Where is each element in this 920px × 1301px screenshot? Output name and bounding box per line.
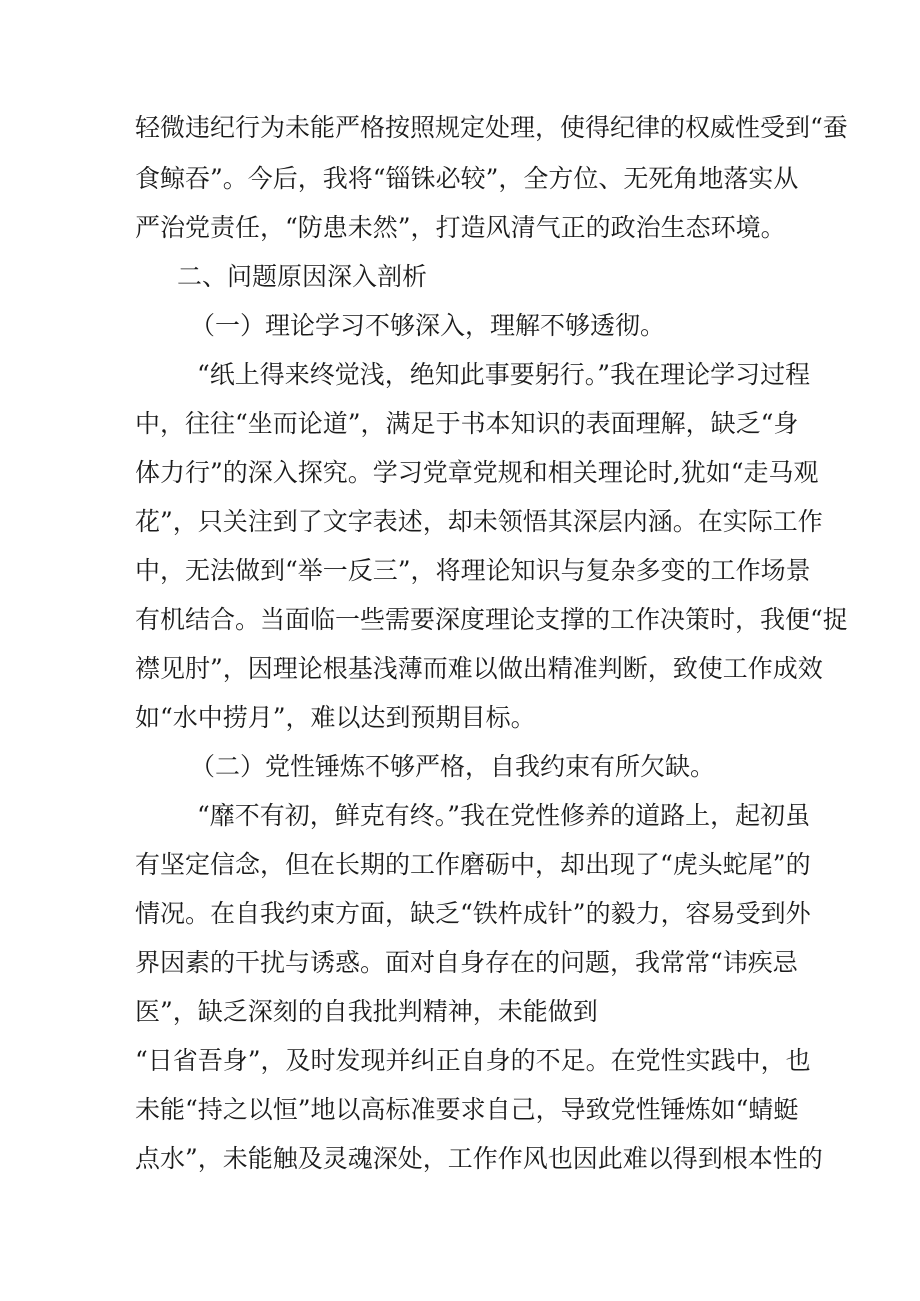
text-line: “日省吾身”，及时发现并纠正自身的不足。在党性实践中，也 [135, 1046, 811, 1075]
subsection-heading: （二）党性锤炼不够严格，自我约束有所欠缺。 [190, 752, 716, 781]
text-line: 医”，缺乏深刻的自我批判精神，未能做到 [135, 997, 598, 1026]
text-line: 界因素的干扰与诱惑。面对自身存在的问题，我常常“讳疾忌 [135, 948, 798, 977]
text-line: 情况。在自我约束方面，缺乏“铁杵成针”的毅力，容易受到外 [135, 899, 811, 928]
section-heading: 二、问题原因深入剖析 [177, 262, 428, 291]
text-line: 襟见肘”，因理论根基浅薄而难以做出精准判断，致使工作成效 [135, 654, 823, 683]
subsection-heading: （一）理论学习不够深入，理解不够透彻。 [190, 311, 666, 340]
text-line: 有坚定信念，但在长期的工作磨砺中，却出现了“虎头蛇尾”的 [135, 850, 811, 879]
text-line: 中，无法做到“举一反三”，将理论知识与复杂多变的工作场景 [135, 556, 811, 585]
text-line: 轻微违纪行为未能严格按照规定处理，使得纪律的权威性受到“蚕 [135, 113, 848, 142]
text-line: 花”，只关注到了文字表述，却未领悟其深层内涵。在实际工作 [135, 507, 823, 536]
text-line: 中，往往“坐而论道”，满足于书本知识的表面理解，缺乏“身 [135, 409, 799, 438]
text-line: 严治党责任，“防患未然”，打造风清气正的政治生态环境。 [135, 213, 786, 242]
text-line: 食鲸吞”。今后，我将“锱铢必较”，全方位、无死角地落实从 [135, 164, 799, 193]
text-line: 点水”，未能触及灵魂深处，工作作风也因此难以得到根本性的 [135, 1144, 823, 1173]
text-line: 体力行”的深入探究。学习党章党规和相关理论时,犹如“走马观 [135, 458, 819, 487]
text-line: “纸上得来终觉浅，绝知此事要躬行。”我在理论学习过程 [197, 360, 811, 389]
text-line: “靡不有初，鲜克有终。”我在党性修养的道路上，起初虽 [197, 801, 811, 830]
text-line: 未能“持之以恒”地以高标准要求自己，导致党性锤炼如“蜻蜓 [135, 1095, 799, 1124]
text-line: 如“水中捞月”，难以达到预期目标。 [135, 703, 536, 732]
text-line: 有机结合。当面临一些需要深度理论支撑的工作决策时，我便“捉 [135, 605, 848, 634]
